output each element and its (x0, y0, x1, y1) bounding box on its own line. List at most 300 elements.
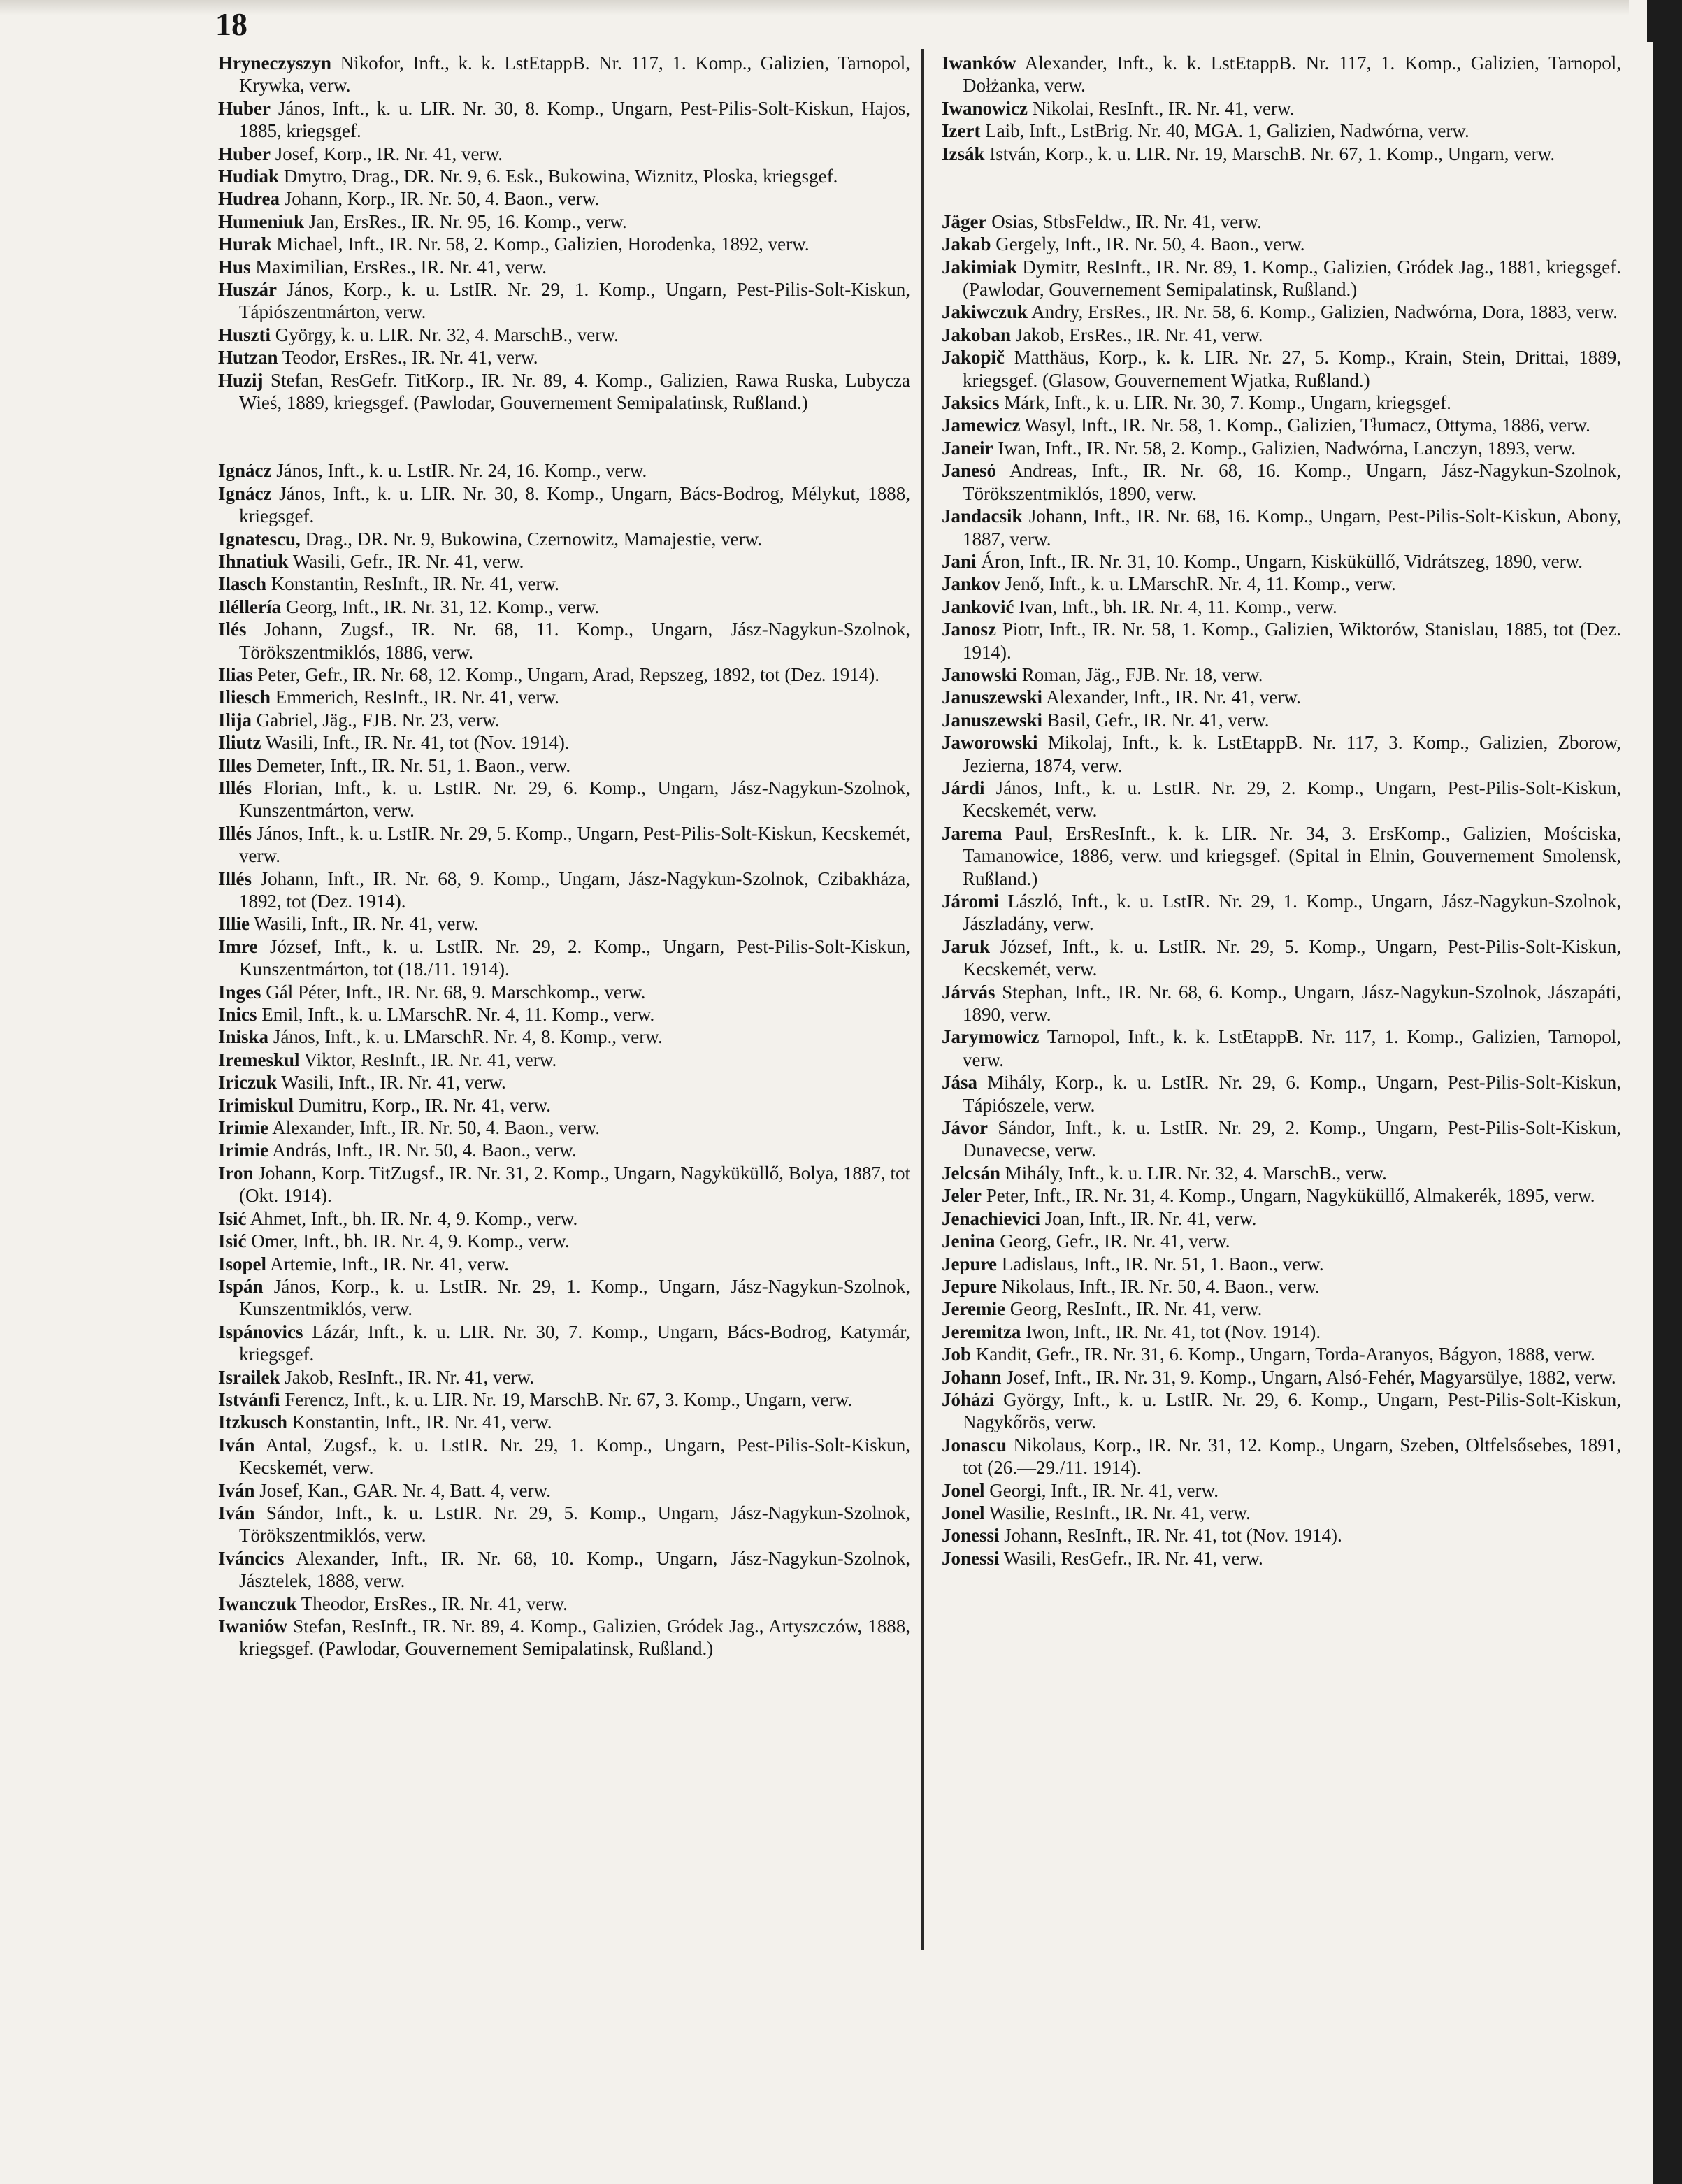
entry-surname: Iliesch (218, 687, 271, 708)
list-entry (218, 1388, 910, 1411)
entry-surname: Hryneczyszyn (218, 52, 331, 73)
entry-details: Georg, ResInft., IR. Nr. 41, verw. (1005, 1298, 1263, 1320)
entry-surname: Hus (218, 256, 251, 278)
entry-surname: Illes (218, 754, 252, 776)
list-entry (218, 912, 910, 935)
entry-details: Nikolaus, Inft., IR. Nr. 50, 4. Baon., verw. (997, 1275, 1320, 1297)
entry-details: Roman, Jäg., FJB. Nr. 18, verw. (1017, 663, 1263, 685)
entry-surname: Irimiskul (218, 1094, 294, 1116)
list-entry (942, 1479, 1621, 1502)
entry-details: Iwan, Inft., IR. Nr. 58, 2. Komp., Galizien, Nadwórna, Lanczyn, 1893, verw. (993, 437, 1576, 459)
list-entry (942, 686, 1621, 708)
entry-surname: Hurak (218, 234, 272, 255)
entry-details: Georg, Inft., IR. Nr. 31, 12. Komp., verw. (280, 596, 600, 617)
entry-surname: Itzkusch (218, 1411, 288, 1433)
list-entry (942, 324, 1621, 346)
entry-surname: Isopel (218, 1253, 267, 1274)
entry-details: József, Inft., k. u. LstIR. Nr. 29, 2. Komp., Ungarn, Pest-Pilis-Solt-Kiskun, Kunszentmárton, tot (18./11. 1914). (239, 935, 910, 980)
list-entry (942, 1116, 1621, 1162)
entry-details: István, Korp., k. u. LIR. Nr. 19, MarschB. Nr. 67, 1. Komp., Ungarn, verw. (984, 143, 1555, 164)
entry-surname: Iremeskul (218, 1049, 300, 1070)
entry-surname: Jávor (942, 1117, 988, 1139)
entry-surname: Jepure (942, 1275, 997, 1297)
entry-surname: Janković (942, 596, 1014, 617)
entry-surname: Járomi (942, 891, 999, 912)
entry-details: Johann, ResInft., IR. Nr. 41, tot (Nov. 1914). (999, 1525, 1342, 1546)
entry-surname: Irimie (218, 1117, 268, 1139)
entry-details: Ivan, Inft., bh. IR. Nr. 4, 11. Komp., verw. (1014, 596, 1337, 617)
list-entry (218, 324, 910, 346)
entry-surname: Isić (218, 1207, 247, 1229)
column-divider (921, 49, 924, 1950)
entry-details: Joan, Inft., IR. Nr. 41, verw. (1040, 1207, 1257, 1229)
entry-surname: Istvánfi (218, 1388, 280, 1410)
list-entry (942, 1230, 1621, 1252)
entry-surname: Hudrea (218, 188, 280, 210)
list-entry (942, 391, 1621, 414)
list-entry (218, 573, 910, 595)
list-entry (218, 1230, 910, 1252)
entry-surname: Jani (942, 550, 977, 572)
entry-details: Wasili, Inft., IR. Nr. 41, verw. (277, 1072, 506, 1093)
entry-surname: Jóházi (942, 1388, 995, 1410)
list-entry (942, 550, 1621, 573)
entry-surname: Jonel (942, 1502, 985, 1523)
list-entry (942, 1547, 1621, 1569)
list-entry (942, 1524, 1621, 1546)
list-entry (942, 890, 1621, 935)
list-entry (218, 822, 910, 868)
entry-details: Viktor, ResInft., IR. Nr. 41, verw. (299, 1049, 557, 1070)
list-entry (218, 52, 910, 97)
entry-details: Stephan, Inft., IR. Nr. 68, 6. Komp., Ungarn, Jász-Nagykun-Szolnok, Jászapáti, 1890, verw. (963, 981, 1621, 1026)
entry-surname: Ignácz (218, 460, 272, 482)
list-entry (942, 210, 1621, 233)
list-entry (218, 709, 910, 731)
entry-details: Wasili, ResGefr., IR. Nr. 41, verw. (999, 1547, 1263, 1569)
entry-surname: Jamewicz (942, 415, 1021, 436)
entry-details: Ahmet, Inft., bh. IR. Nr. 4, 9. Komp., verw. (246, 1207, 578, 1229)
entry-details: Alexander, Inft., k. k. LstEtappB. Nr. 117, 1. Komp., Galizien, Tarnopol, Dołżanka, verw. (963, 52, 1621, 96)
entry-details: Tarnopol, Inft., k. k. LstEtappB. Nr. 117, 1. Komp., Galizien, Tarnopol, verw. (963, 1026, 1621, 1070)
list-entry (218, 165, 910, 187)
entry-surname: Iron (218, 1162, 254, 1184)
entry-details: Johann, Korp., IR. Nr. 50, 4. Baon., verw. (280, 188, 600, 210)
list-entry (218, 1502, 910, 1547)
entry-surname: Jarymowicz (942, 1026, 1040, 1048)
entry-details: Wasili, Inft., IR. Nr. 41, tot (Nov. 1914). (261, 732, 570, 754)
right-column (942, 52, 1621, 1569)
entry-details: Theodor, ErsRes., IR. Nr. 41, verw. (296, 1593, 568, 1614)
entry-surname: Januszewski (942, 687, 1043, 708)
list-entry (942, 301, 1621, 323)
list-entry (942, 596, 1621, 618)
entry-details: János, Korp., k. u. LstIR. Nr. 29, 1. Komp., Ungarn, Jász-Nagykun-Szolnok, Kunszentmiklós, verw. (239, 1275, 910, 1320)
entry-surname: Jonessi (942, 1547, 1000, 1569)
entry-details: János, Inft., k. u. LMarschR. Nr. 4, 8. Komp., verw. (268, 1026, 663, 1048)
list-entry (942, 120, 1621, 142)
entry-details: Andry, ErsRes., IR. Nr. 58, 6. Komp., Galizien, Nadwórna, Dora, 1883, verw. (1028, 301, 1618, 323)
entry-surname: Ispán (218, 1275, 264, 1297)
entry-details: György, k. u. LIR. Nr. 32, 4. MarschB., verw. (271, 324, 619, 345)
entry-surname: Iván (218, 1502, 255, 1523)
entry-details: Áron, Inft., IR. Nr. 31, 10. Komp., Ungarn, Kisküküllő, Vidrátszeg, 1890, verw. (976, 550, 1583, 572)
list-entry (942, 1071, 1621, 1116)
list-entry (218, 596, 910, 618)
list-entry (942, 52, 1621, 97)
entry-details: Konstantin, Inft., IR. Nr. 41, verw. (287, 1411, 552, 1433)
entry-details: Kandit, Gefr., IR. Nr. 31, 6. Komp., Ungarn, Torda-Aranyos, Bágyon, 1888, verw. (971, 1344, 1595, 1365)
entry-surname: Januszewski (942, 709, 1043, 731)
list-entry (942, 414, 1621, 436)
entry-surname: Iwaniów (218, 1616, 288, 1637)
entry-details: Paul, ErsResInft., k. k. LIR. Nr. 34, 3. ErsKomp., Galizien, Mościska, Tamanowice, 1886, verw. und kriegsgef. (Spital in Elnin, Gouvernement Smolensk, Rußland.) (963, 822, 1621, 889)
entry-details: Alexander, Inft., IR. Nr. 41, verw. (1042, 687, 1301, 708)
entry-surname: Jäger (942, 210, 987, 232)
entry-surname: Iváncics (218, 1547, 285, 1569)
list-entry (942, 1026, 1621, 1071)
list-entry (218, 1275, 910, 1321)
entry-details: György, Inft., k. u. LstIR. Nr. 29, 6. Komp., Ungarn, Pest-Pilis-Solt-Kiskun, Nagykőrös, verw. (963, 1388, 1621, 1433)
entry-details: Gál Péter, Inft., IR. Nr. 68, 9. Marschkomp., verw. (261, 981, 646, 1003)
list-entry (218, 1071, 910, 1093)
entry-surname: Iléllería (218, 596, 281, 617)
entry-details: Laib, Inft., LstBrig. Nr. 40, MGA. 1, Galizien, Nadwórna, verw. (980, 120, 1469, 142)
entry-surname: Ilasch (218, 573, 267, 595)
list-entry (218, 143, 910, 165)
list-entry (218, 1411, 910, 1433)
list-entry (942, 1388, 1621, 1434)
entry-surname: Ihnatiuk (218, 550, 289, 572)
entry-surname: Izsák (942, 143, 985, 164)
list-entry (942, 1321, 1621, 1343)
entry-surname: Huzij (218, 369, 264, 391)
list-entry (218, 618, 910, 663)
entry-surname: Jeremitza (942, 1321, 1021, 1342)
entry-surname: Jelcsán (942, 1162, 1000, 1184)
entry-details: János, Inft., k. u. LstIR. Nr. 29, 2. Komp., Ungarn, Pest-Pilis-Solt-Kiskun, Kecskemét, verw. (963, 777, 1621, 821)
entry-details: Alexander, Inft., IR. Nr. 68, 10. Komp., Ungarn, Jász-Nagykun-Szolnok, Jásztelek, 1888, verw. (239, 1547, 910, 1592)
entry-surname: Irimie (218, 1140, 268, 1161)
entry-surname: Job (942, 1344, 972, 1365)
entry-surname: Iván (218, 1434, 255, 1456)
entry-surname: Jenachievici (942, 1207, 1040, 1229)
list-entry (218, 528, 910, 550)
entry-details: Sándor, Inft., k. u. LstIR. Nr. 29, 2. Komp., Ungarn, Pest-Pilis-Solt-Kiskun, Dunavecse, verw. (963, 1117, 1621, 1161)
list-entry (218, 550, 910, 573)
list-entry (942, 346, 1621, 391)
entry-surname: Ignácz (218, 482, 272, 504)
entry-details: Johann, Inft., IR. Nr. 68, 16. Komp., Ungarn, Pest-Pilis-Solt-Kiskun, Abony, 1887, verw. (963, 505, 1621, 549)
entry-surname: Huszti (218, 324, 271, 345)
entry-details: Jakob, ResInft., IR. Nr. 41, verw. (280, 1366, 534, 1388)
list-entry (218, 1049, 910, 1071)
list-entry (942, 1184, 1621, 1207)
entry-details: Mihály, Korp., k. u. LstIR. Nr. 29, 6. Komp., Ungarn, Pest-Pilis-Solt-Kiskun, Tápiószele, verw. (963, 1072, 1621, 1116)
list-entry (218, 1116, 910, 1139)
entry-details: Josef, Kan., GAR. Nr. 4, Batt. 4, verw. (254, 1479, 551, 1501)
entry-details: Mikolaj, Inft., k. k. LstEtappB. Nr. 117, 3. Komp., Galizien, Zborow, Jezierna, 1874, verw. (963, 732, 1621, 776)
entry-surname: Isić (218, 1230, 247, 1252)
entry-details: József, Inft., k. u. LstIR. Nr. 29, 5. Komp., Ungarn, Pest-Pilis-Solt-Kiskun, Kecskemét, verw. (963, 935, 1621, 980)
entry-surname: Humeniuk (218, 210, 305, 232)
entry-surname: Jakiwczuk (942, 301, 1028, 323)
entry-surname: Imre (218, 935, 258, 957)
entry-details: János, Inft., k. u. LIR. Nr. 30, 8. Komp., Ungarn, Bács-Bodrog, Mélykut, 1888, kriegsgef. (239, 482, 910, 527)
entry-details: Michael, Inft., IR. Nr. 58, 2. Komp., Galizien, Horodenka, 1892, verw. (271, 234, 810, 255)
list-entry (942, 505, 1621, 550)
entry-surname: Jakimiak (942, 256, 1018, 278)
list-entry (218, 1003, 910, 1026)
entry-surname: Janosz (942, 619, 997, 640)
list-entry (942, 1502, 1621, 1524)
list-entry (218, 1479, 910, 1502)
entry-surname: Janesó (942, 460, 997, 482)
list-entry (942, 935, 1621, 981)
entry-surname: Járvás (942, 981, 995, 1003)
list-entry (218, 346, 910, 368)
list-entry (218, 1434, 910, 1479)
entry-surname: Illie (218, 913, 250, 935)
entry-surname: Israilek (218, 1366, 280, 1388)
list-entry (942, 709, 1621, 731)
entry-details: Josef, Inft., IR. Nr. 31, 9. Komp., Ungarn, Alsó-Fehér, Magyarsülye, 1882, verw. (1001, 1366, 1616, 1388)
entry-details: Antal, Zugsf., k. u. LstIR. Nr. 29, 1. Komp., Ungarn, Pest-Pilis-Solt-Kiskun, Kecskemét, verw. (239, 1434, 910, 1479)
entry-details: Georgi, Inft., IR. Nr. 41, verw. (984, 1479, 1219, 1501)
entry-surname: Iliutz (218, 732, 261, 754)
entry-surname: Jarema (942, 822, 1002, 844)
list-entry (218, 1547, 910, 1593)
entry-details: Nikolaus, Korp., IR. Nr. 31, 12. Komp., Ungarn, Szeben, Oltfelsősebes, 1891, tot (26.—29./11. 1914). (963, 1434, 1621, 1479)
list-entry (942, 437, 1621, 459)
entry-details: Sándor, Inft., k. u. LstIR. Nr. 29, 5. Komp., Ungarn, Jász-Nagykun-Szolnok, Törökszentmiklós, verw. (239, 1502, 910, 1546)
entry-surname: Huber (218, 97, 271, 119)
entry-surname: Inics (218, 1004, 257, 1026)
entry-surname: Iván (218, 1479, 255, 1501)
scan-right-edge (1653, 0, 1682, 2184)
entry-surname: Járdi (942, 777, 985, 798)
entry-details: Basil, Gefr., IR. Nr. 41, verw. (1042, 709, 1270, 731)
list-entry (218, 935, 910, 981)
list-entry (942, 1434, 1621, 1479)
entry-details: Stefan, ResInft., IR. Nr. 89, 4. Komp., Galizien, Gródek Jag., Artyszczów, 1888, kriegsgef. (Pawlodar, Gouvernement Semipalatinsk, Rußland.) (239, 1616, 910, 1660)
list-entry (942, 97, 1621, 120)
list-entry (942, 663, 1621, 686)
entry-details: Jan, ErsRes., IR. Nr. 95, 16. Komp., verw. (304, 210, 627, 232)
entry-surname: Janeir (942, 437, 993, 459)
entry-details: Stefan, ResGefr. TitKorp., IR. Nr. 89, 4. Komp., Galizien, Rawa Ruska, Lubycza Wieś, 1889, kriegsgef. (Pawlodar, Gouvernement Semipalatinsk, Rußland.) (239, 369, 910, 414)
entry-details: Osias, StbsFeldw., IR. Nr. 41, verw. (986, 210, 1262, 232)
list-entry (218, 686, 910, 708)
entry-surname: Ilija (218, 709, 252, 731)
list-entry (942, 143, 1621, 165)
list-entry (942, 1162, 1621, 1184)
list-entry (218, 482, 910, 528)
list-entry (218, 1207, 910, 1230)
left-column (218, 52, 910, 1660)
entry-surname: Iriczuk (218, 1072, 277, 1093)
list-entry (942, 1207, 1621, 1230)
entry-details: András, Inft., IR. Nr. 50, 4. Baon., verw. (268, 1140, 577, 1161)
entry-details: Ferencz, Inft., k. u. LIR. Nr. 19, MarschB. Nr. 67, 3. Komp., Ungarn, verw. (280, 1388, 853, 1410)
entry-details: Márk, Inft., k. u. LIR. Nr. 30, 7. Komp., Ungarn, kriegsgef. (999, 392, 1451, 414)
list-entry (218, 97, 910, 143)
entry-details: Iwon, Inft., IR. Nr. 41, tot (Nov. 1914). (1021, 1321, 1321, 1342)
entry-surname: Hutzan (218, 347, 278, 368)
entry-details: János, Inft., k. u. LIR. Nr. 30, 8. Komp., Ungarn, Pest-Pilis-Solt-Kiskun, Hajos, 1885, kriegsgef. (239, 97, 910, 142)
list-entry (218, 278, 910, 324)
entry-surname: Jakopič (942, 347, 1005, 368)
list-entry (218, 663, 910, 686)
entry-details: Drag., DR. Nr. 9, Bukowina, Czernowitz, Mamajestie, verw. (300, 528, 763, 549)
list-entry (218, 1026, 910, 1048)
entry-details: Peter, Gefr., IR. Nr. 68, 12. Komp., Ungarn, Arad, Repszeg, 1892, tot (Dez. 1914). (252, 663, 880, 685)
entry-details: Dymitr, ResInft., IR. Nr. 89, 1. Komp., Galizien, Gródek Jag., 1881, kriegsgef. (Pawlodar, Gouvernement Semipalatinsk, Rußland.) (963, 256, 1621, 301)
list-entry (218, 1321, 910, 1366)
list-entry (942, 1343, 1621, 1365)
entry-details: Florian, Inft., k. u. LstIR. Nr. 29, 6. Komp., Ungarn, Jász-Nagykun-Szolnok, Kunszentmárton, verw. (239, 777, 910, 821)
entry-surname: Ignatescu, (218, 528, 301, 549)
entry-surname: Hudiak (218, 166, 280, 187)
entry-details: János, Korp., k. u. LstIR. Nr. 29, 1. Komp., Ungarn, Pest-Pilis-Solt-Kiskun, Tápiószentmárton, verw. (239, 279, 910, 323)
list-entry (218, 256, 910, 278)
entry-details: Nikofor, Inft., k. k. LstEtappB. Nr. 117, 1. Komp., Galizien, Tarnopol, Krywka, verw. (239, 52, 910, 96)
entry-details: Johann, Zugsf., IR. Nr. 68, 11. Komp., Ungarn, Jász-Nagykun-Szolnok, Törökszentmiklós, 1886, verw. (239, 619, 910, 663)
entry-details: Wasyl, Inft., IR. Nr. 58, 1. Komp., Galizien, Tłumacz, Ottyma, 1886, verw. (1020, 415, 1590, 436)
list-entry (218, 210, 910, 233)
list-entry (218, 1593, 910, 1615)
entry-surname: Iwanczuk (218, 1593, 297, 1614)
entry-surname: Jepure (942, 1253, 997, 1274)
entry-surname: Iniska (218, 1026, 269, 1048)
entry-surname: Jása (942, 1072, 978, 1093)
list-entry (218, 731, 910, 754)
entry-details: Artemie, Inft., IR. Nr. 41, verw. (266, 1253, 509, 1274)
entry-surname: Ispánovics (218, 1321, 303, 1342)
entry-details: Piotr, Inft., IR. Nr. 58, 1. Komp., Galizien, Wiktorów, Stanislau, 1885, tot (Dez. 1914). (963, 619, 1621, 663)
list-entry (218, 754, 910, 777)
entry-details: Gabriel, Jäg., FJB. Nr. 23, verw. (252, 709, 500, 731)
entry-details: Johann, Inft., IR. Nr. 68, 9. Komp., Ungarn, Jász-Nagykun-Szolnok, Czibakháza, 1892, tot (Dez. 1914). (239, 868, 910, 912)
entry-details: Lázár, Inft., k. u. LIR. Nr. 30, 7. Komp., Ungarn, Bács-Bodrog, Katymár, kriegsgef. (239, 1321, 910, 1365)
entry-surname: Jankov (942, 573, 1001, 595)
list-entry (218, 1139, 910, 1161)
list-entry (942, 822, 1621, 890)
list-entry (942, 233, 1621, 255)
entry-details: Ladislaus, Inft., IR. Nr. 51, 1. Baon., verw. (997, 1253, 1324, 1274)
entry-details: Wasili, Gefr., IR. Nr. 41, verw. (288, 550, 524, 572)
list-entry (218, 1162, 910, 1207)
list-entry (218, 777, 910, 822)
entry-surname: Jakoban (942, 324, 1012, 345)
list-entry (218, 233, 910, 255)
entry-surname: Jenina (942, 1230, 995, 1252)
list-entry (218, 1253, 910, 1275)
entry-details: Jakob, ErsRes., IR. Nr. 41, verw. (1011, 324, 1263, 345)
list-entry (942, 459, 1621, 505)
entry-surname: Jandacsik (942, 505, 1023, 527)
entry-surname: Jeler (942, 1185, 982, 1207)
entry-details: Andreas, Inft., IR. Nr. 68, 16. Komp., Ungarn, Jász-Nagykun-Szolnok, Törökszentmiklós, 1890, verw. (963, 460, 1621, 504)
entry-details: Nikolai, ResInft., IR. Nr. 41, verw. (1028, 97, 1295, 119)
entry-surname: Jonel (942, 1479, 985, 1501)
entry-surname: Illés (218, 868, 252, 889)
list-entry (942, 573, 1621, 595)
page-number: 18 (215, 6, 247, 42)
list-entry (218, 1366, 910, 1388)
entry-details: Wasili, Inft., IR. Nr. 41, verw. (250, 913, 479, 935)
entry-details: Maximilian, ErsRes., IR. Nr. 41, verw. (250, 256, 547, 278)
entry-surname: Jonascu (942, 1434, 1007, 1456)
list-entry (218, 981, 910, 1003)
entry-details: Konstantin, ResInft., IR. Nr. 41, verw. (266, 573, 559, 595)
entry-surname: Jaworowski (942, 732, 1038, 754)
entry-details: Omer, Inft., bh. IR. Nr. 4, 9. Komp., verw. (246, 1230, 570, 1252)
entry-surname: Jeremie (942, 1298, 1005, 1320)
entry-details: Wasilie, ResInft., IR. Nr. 41, verw. (984, 1502, 1251, 1523)
list-entry (942, 1275, 1621, 1298)
entry-surname: Jaruk (942, 935, 991, 957)
entry-details: Georg, Gefr., IR. Nr. 41, verw. (995, 1230, 1230, 1252)
entry-details: Emil, Inft., k. u. LMarschR. Nr. 4, 11. Komp., verw. (257, 1004, 655, 1026)
entry-details: Mihály, Inft., k. u. LIR. Nr. 32, 4. MarschB., verw. (1000, 1162, 1387, 1184)
entry-details: Dumitru, Korp., IR. Nr. 41, verw. (294, 1094, 551, 1116)
list-entry (942, 777, 1621, 822)
entry-surname: Johann (942, 1366, 1002, 1388)
list-entry (942, 1298, 1621, 1320)
entry-details: Gergely, Inft., IR. Nr. 50, 4. Baon., verw. (991, 234, 1305, 255)
entry-surname: Izert (942, 120, 981, 142)
list-entry (218, 1094, 910, 1116)
entry-details: Teodor, ErsRes., IR. Nr. 41, verw. (278, 347, 538, 368)
entry-surname: Huszár (218, 279, 277, 301)
entry-surname: Ilés (218, 619, 247, 640)
entry-surname: Janowski (942, 663, 1018, 685)
entry-details: Emmerich, ResInft., IR. Nr. 41, verw. (271, 687, 559, 708)
entry-details: Matthäus, Korp., k. k. LIR. Nr. 27, 5. Komp., Krain, Stein, Drittai, 1889, kriegsgef. (Glasow, Gouvernement Wjatka, Rußland.) (963, 347, 1621, 391)
list-entry (942, 1253, 1621, 1275)
list-entry (942, 618, 1621, 663)
scan-right-edge-notch (1647, 0, 1653, 42)
entry-details: Johann, Korp. TitZugsf., IR. Nr. 31, 2. Komp., Ungarn, Nagyküküllő, Bolya, 1887, tot (Okt. 1914). (239, 1162, 910, 1207)
list-entry (218, 868, 910, 913)
entry-details: Peter, Inft., IR. Nr. 31, 4. Komp., Ungarn, Nagyküküllő, Almakerék, 1895, verw. (981, 1185, 1595, 1207)
list-entry (942, 981, 1621, 1026)
entry-details: János, Inft., k. u. LstIR. Nr. 24, 16. Komp., verw. (271, 460, 647, 482)
entry-details: János, Inft., k. u. LstIR. Nr. 29, 5. Komp., Ungarn, Pest-Pilis-Solt-Kiskun, Kecskemét, verw. (239, 822, 910, 867)
entry-surname: Jakab (942, 234, 991, 255)
list-entry (942, 731, 1621, 777)
entry-surname: Inges (218, 981, 261, 1003)
list-entry (218, 459, 910, 482)
entry-surname: Huber (218, 143, 271, 164)
entry-details: Jenő, Inft., k. u. LMarschR. Nr. 4, 11. Komp., verw. (1000, 573, 1396, 595)
list-entry (218, 1615, 910, 1660)
entry-surname: Jaksics (942, 392, 1000, 414)
entry-surname: Illés (218, 822, 252, 844)
entry-details: Dmytro, Drag., DR. Nr. 9, 6. Esk., Bukowina, Wiznitz, Ploska, kriegsgef. (279, 166, 838, 187)
list-entry (942, 256, 1621, 301)
entry-surname: Ilias (218, 663, 253, 685)
entry-surname: Jonessi (942, 1525, 1000, 1546)
entry-surname: Iwanowicz (942, 97, 1028, 119)
entry-details: Alexander, Inft., IR. Nr. 50, 4. Baon., verw. (268, 1117, 601, 1139)
list-entry (218, 369, 910, 415)
entry-surname: Iwanków (942, 52, 1016, 73)
entry-surname: Illés (218, 777, 252, 798)
list-entry (942, 1366, 1621, 1388)
entry-details: Josef, Korp., IR. Nr. 41, verw. (271, 143, 503, 164)
